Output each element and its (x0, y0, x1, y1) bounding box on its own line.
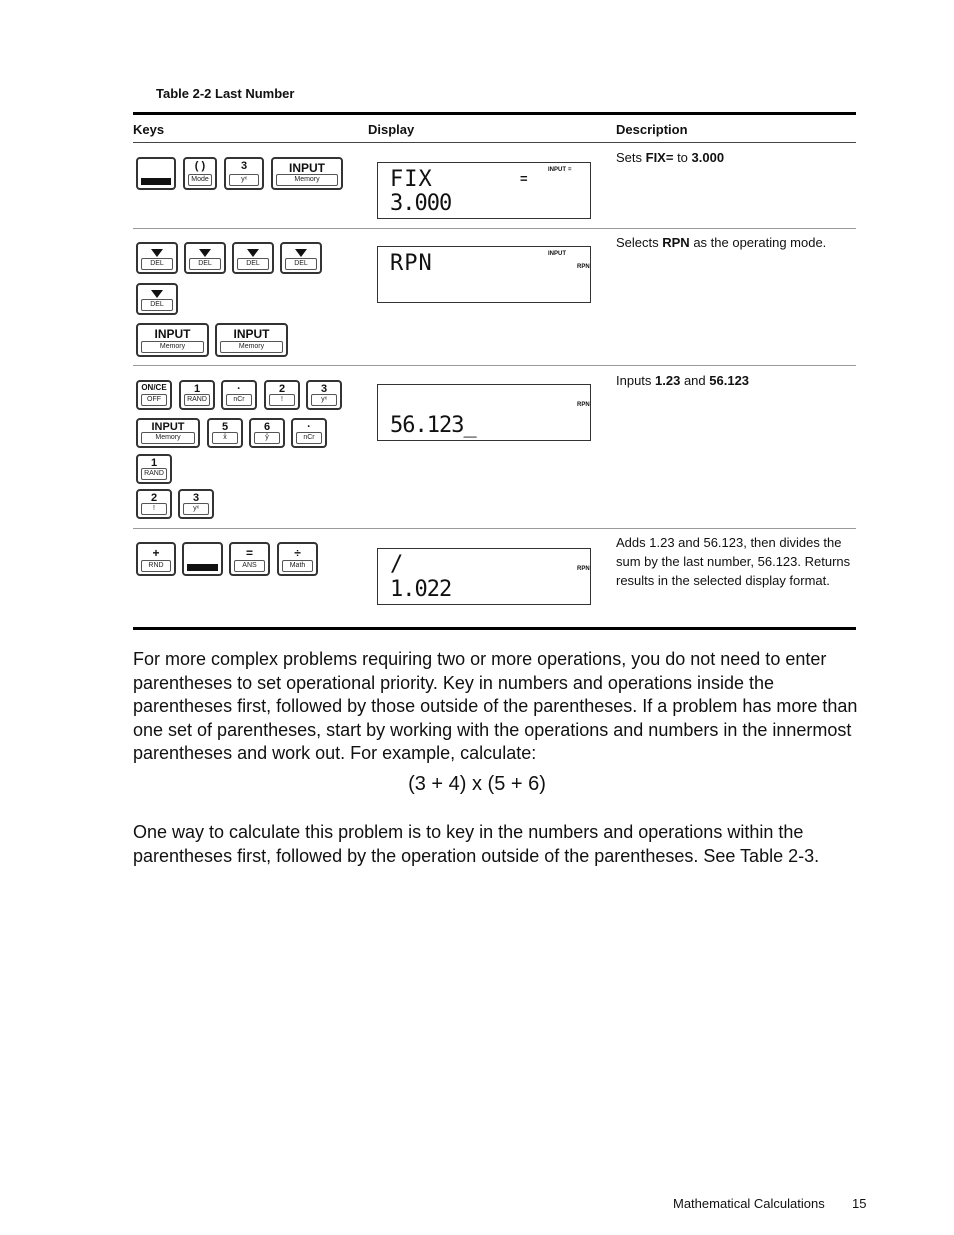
formula: (3 + 4) x (5 + 6) (408, 773, 546, 795)
down-arrow-icon (151, 249, 163, 257)
header-keys: Keys (133, 122, 165, 137)
row-divider (133, 528, 856, 529)
body-paragraph: One way to calculate this problem is to key in the numbers and operations within the parentheses first, followed by the operation outside of the parentheses. See Table 2-3. (133, 822, 820, 866)
key-3: 3 yˣ (306, 380, 342, 410)
down-arrow-icon (199, 249, 211, 257)
description: Inputs 1.23 and 56.123 (616, 373, 750, 388)
row-divider (133, 365, 856, 366)
down-arrow-icon (295, 249, 307, 257)
footer-section: Mathematical Calculations (673, 1196, 825, 1211)
header-description: Description (616, 122, 688, 137)
table-bottom-rule (133, 627, 856, 630)
on-ce-key: ON/CE OFF (136, 380, 172, 410)
key-3: 3 yˣ (178, 489, 214, 519)
description: Sets FIX= to 3.000 (616, 150, 725, 165)
lcd-display: RPN 56.123_ (377, 384, 591, 441)
down-arrow-key: DEL (136, 283, 178, 315)
input-key: INPUT Memory (136, 418, 200, 448)
header-rule (133, 142, 856, 143)
lcd-display: / RPN 1.022 (377, 548, 591, 605)
down-arrow-icon (247, 249, 259, 257)
key-6: 6 ŷ (249, 418, 285, 448)
key-1: 1 RAND (136, 454, 172, 484)
shift-key (182, 542, 223, 576)
decimal-key: · nCr (221, 380, 257, 410)
page-number: 15 (852, 1196, 867, 1211)
shift-key (136, 157, 176, 190)
lcd-display: FIX = 3.000 INPUT = (377, 162, 591, 219)
table-top-rule (133, 112, 856, 115)
key-2: 2 ! (136, 489, 172, 519)
down-arrow-key: DEL (184, 242, 226, 274)
key-2: 2 ! (264, 380, 300, 410)
description: Selects RPN as the operating mode. (616, 235, 827, 250)
key-1: 1 RAND (179, 380, 215, 410)
lcd-display: RPN INPUT RPN (377, 246, 591, 303)
divide-key: ÷ Math (277, 542, 318, 576)
header-display: Display (368, 122, 415, 137)
input-key: INPUT Memory (136, 323, 209, 357)
down-arrow-key: DEL (280, 242, 322, 274)
paren-key: ( ) Mode (183, 157, 217, 190)
equals-key: = ANS (229, 542, 270, 576)
plus-key: + RND (136, 542, 176, 576)
body-paragraph: For more complex problems requiring two or more operations, you do not need to enter parentheses to set operational priority. Key in numbers and operations inside the parentheses first, followed by those outside of the parentheses. If a problem has more than one set of parentheses, start by working with the operations and numbers in the innermost parentheses and work out. For example, calculate: (133, 649, 858, 763)
table-caption: Table 2-2 Last Number (156, 86, 295, 101)
down-arrow-key: DEL (136, 242, 178, 274)
row-divider (133, 228, 856, 229)
input-key: INPUT Memory (215, 323, 288, 357)
description: Adds 1.23 and 56.123, then divides the sum by the last number, 56.123. Returns results in the selected display format. (616, 535, 851, 588)
key-5: 5 x̂ (207, 418, 243, 448)
down-arrow-key: DEL (232, 242, 274, 274)
key-3: 3 yˣ (224, 157, 264, 190)
input-key: INPUT Memory (271, 157, 343, 190)
down-arrow-icon (151, 290, 163, 298)
decimal-key: · nCr (291, 418, 327, 448)
